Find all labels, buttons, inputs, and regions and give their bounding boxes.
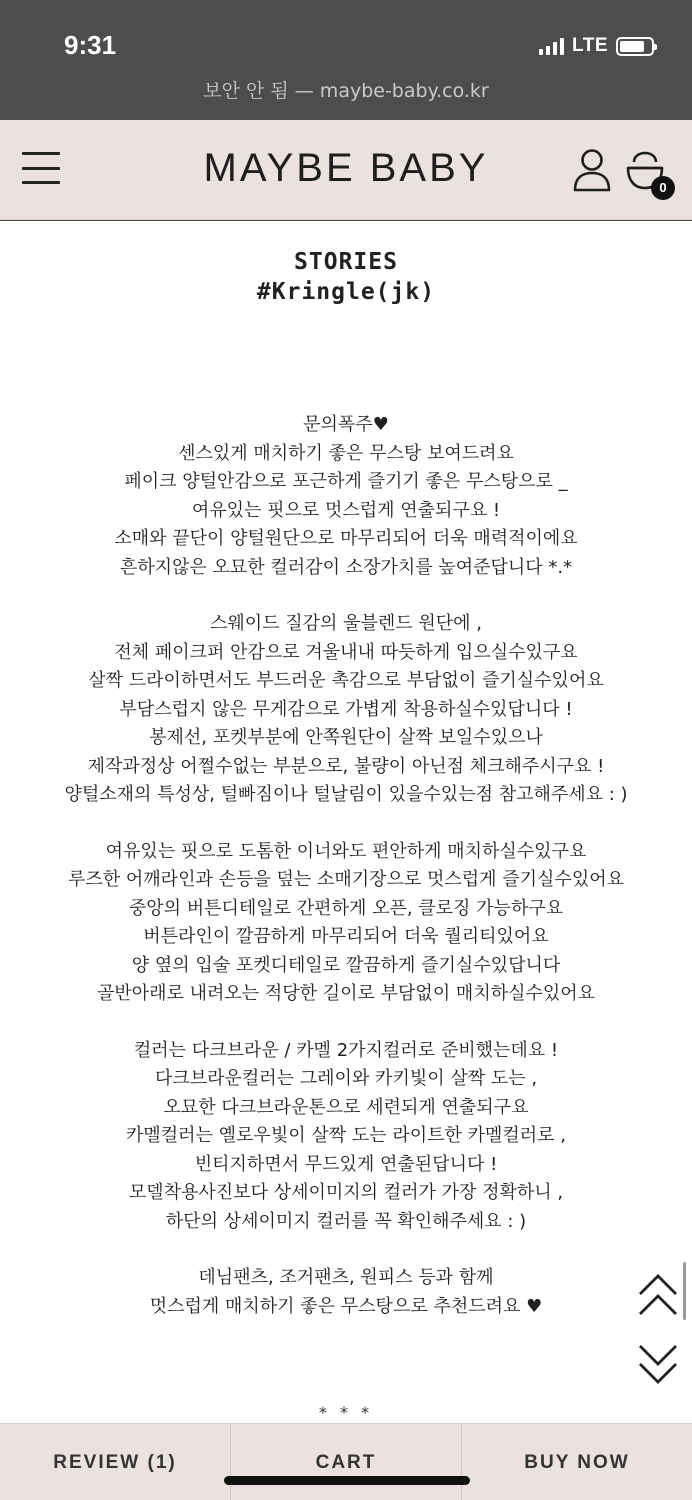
story-paragraph — [0, 411, 692, 582]
story-line: 멋스럽게 매치하기 좋은 무스탕으로 추천드려요 ♥ — [149, 1295, 543, 1317]
story-line: 모델착용사진보다 상세이미지의 컬러가 가장 정확하니 , — [128, 1182, 564, 1203]
address-bar[interactable]: 보안 안 됨 — maybe-baby.co.kr — [203, 80, 489, 102]
cart-count-badge: 0 — [651, 176, 675, 200]
status-indicators — [539, 34, 654, 58]
battery-icon — [616, 37, 654, 56]
story-subheading: #Kringle(jk) — [256, 279, 436, 305]
story-line: 전체 페이크퍼 안감으로 겨울내내 따듯하게 입으실수있구요 — [114, 641, 578, 663]
story-heading: STORIES — [294, 249, 398, 275]
product-story — [0, 221, 692, 1423]
story-line: 양 옆의 입술 포켓디테일로 깔끔하게 즐기실수있답니다 — [131, 954, 561, 976]
story-line: 스웨이드 질감의 울블렌드 원단에 , — [209, 613, 483, 634]
story-line: 부담스럽지 않은 무게감으로 가볍게 착용하실수있답니다 ! — [119, 698, 573, 720]
story-line: 여유있는 핏으로 도톰한 이너와도 편안하게 매치하실수있구요 — [105, 840, 587, 862]
bottom-action-bar — [0, 1423, 692, 1500]
story-line: 살짝 드라이하면서도 부드러운 촉감으로 부담없이 즐기실수있어요 — [88, 670, 604, 691]
review-button[interactable]: REVIEW (1) — [53, 1452, 177, 1473]
status-bar — [0, 0, 692, 120]
network-label: LTE — [572, 35, 608, 56]
story-line: 카멜컬러는 옐로우빛이 살짝 도는 라이트한 카멜컬러로 , — [126, 1125, 566, 1146]
site-header — [0, 120, 692, 220]
story-line: 중앙의 버튼디테일로 간편하게 오픈, 클로징 가능하구요 — [128, 897, 564, 919]
story-line: 컬러는 다크브라운 / 카멜 2가지컬러로 준비했는데요 ! — [133, 1039, 559, 1061]
story-line: 봉제선, 포켓부분에 안쪽원단이 살짝 보일수있으나 — [149, 727, 543, 748]
cart-button[interactable]: CART — [230, 1424, 462, 1500]
story-line: 데님팬츠, 조거팬츠, 원피스 등과 함께 — [198, 1267, 494, 1288]
double-chevron-down-icon[interactable] — [634, 1340, 682, 1390]
story-paragraph — [0, 1264, 692, 1321]
story-line: 소매와 끝단이 양털원단으로 마무리되어 더욱 매력적이에요 — [114, 528, 578, 549]
story-line: 제작과정상 어쩔수없는 부분으로, 불량이 아닌점 체크해주시구요 ! — [87, 755, 605, 777]
story-line: 루즈한 어깨라인과 손등을 덮는 소매기장으로 멋스럽게 즐기실수있어요 — [68, 869, 624, 890]
story-body — [0, 411, 692, 1321]
story-line: 빈티지하면서 무드있게 연출된답니다 ! — [194, 1153, 498, 1175]
user-icon[interactable] — [572, 148, 612, 192]
story-paragraph — [0, 838, 692, 1009]
story-line: 버튼라인이 깔끔하게 마무리되어 더욱 퀄리티있어요 — [143, 926, 549, 947]
story-line: 문의폭주♥ — [303, 414, 389, 435]
story-line: 여유있는 핏으로 멋스럽게 연출되구요 ! — [191, 499, 501, 521]
story-line: 다크브라운컬러는 그레이와 카키빛이 살짝 도는 , — [154, 1068, 538, 1089]
story-line: 흔하지않은 오묘한 컬러감이 소장가치를 높여준답니다 *.* — [119, 556, 573, 578]
story-paragraph — [0, 1037, 692, 1237]
home-indicator[interactable] — [224, 1476, 470, 1485]
story-line: 오묘한 다크브라운톤으로 세련되게 연출되구요 — [163, 1096, 529, 1118]
story-line: 하단의 상세이미지 컬러를 꼭 확인해주세요 : ) — [165, 1210, 527, 1232]
buy-now-button[interactable]: BUY NOW — [524, 1452, 630, 1473]
story-line: 골반아래로 내려오는 적당한 길이로 부담없이 매치하실수있어요 — [96, 983, 596, 1004]
signal-icon — [539, 37, 564, 55]
battery-level — [620, 41, 644, 52]
story-line: 페이크 양털안감으로 포근하게 즐기기 좋은 무스탕으로 _ — [124, 471, 568, 492]
brand-name[interactable]: MAYBE BABY — [203, 146, 489, 190]
story-line: 양털소재의 특성상, 털빠짐이나 털날림이 있을수있는점 참고해주세요 : ) — [64, 784, 628, 805]
story-paragraph — [0, 610, 692, 810]
status-time: 9:31 — [64, 30, 117, 60]
scrollbar-thumb[interactable] — [683, 1262, 686, 1320]
story-title — [0, 247, 692, 307]
section-separator: * * * — [318, 1403, 374, 1422]
hamburger-icon[interactable] — [22, 152, 60, 184]
double-chevron-up-icon[interactable] — [634, 1270, 682, 1322]
story-line: 센스있게 매치하기 좋은 무스탕 보여드려요 — [178, 442, 514, 464]
